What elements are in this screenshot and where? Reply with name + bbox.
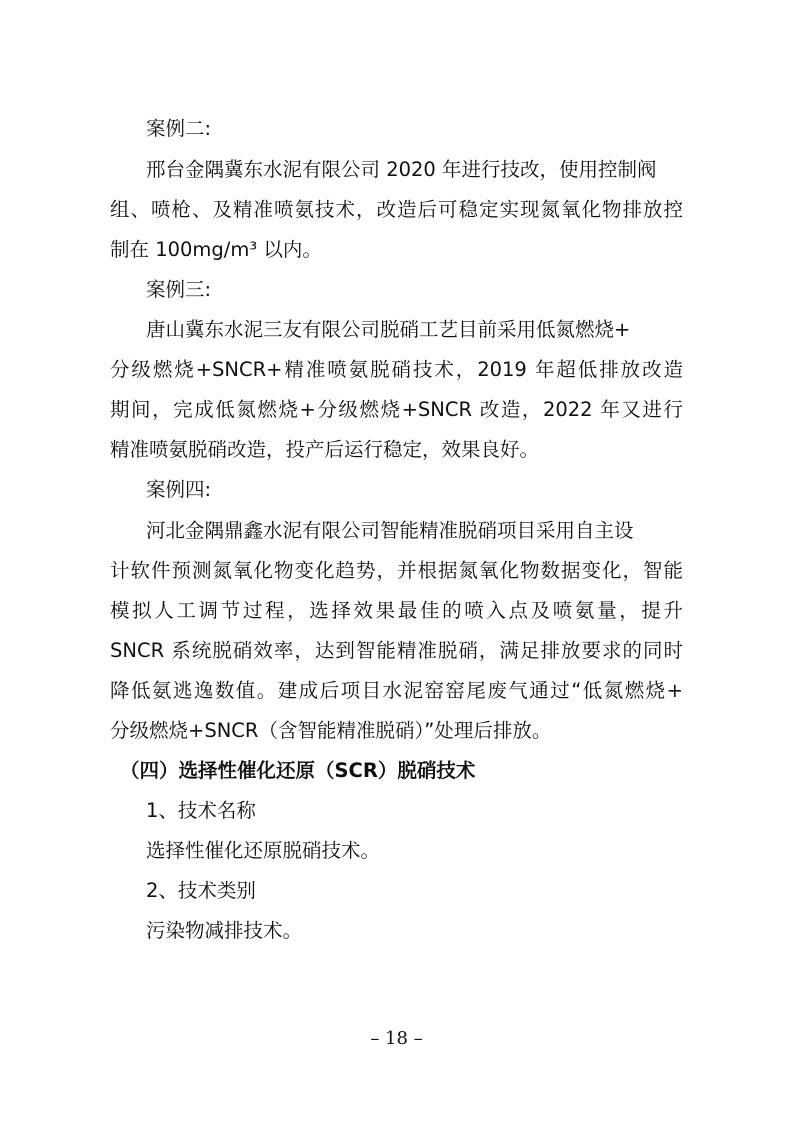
case-4-text-line-1: 河北金隅鼎鑫水泥有限公司智能精准脱硝项目采用自主设 [146, 519, 634, 542]
case-4-text-line-4: SNCR 系统脱硝效率，达到智能精准脱硝，满足排放要求的同时 [110, 639, 683, 662]
case-3-text-line-1: 唐山冀东水泥三友有限公司脱硝工艺目前采用低氮燃烧+ [146, 318, 631, 341]
case-3-text-line-4: 精准喷氨脱硝改造，投产后运行稳定，效果良好。 [110, 438, 540, 461]
case-3-text-line-2: 分级燃烧+SNCR+精准喷氨脱硝技术，2019 年超低排放改造 [110, 358, 683, 381]
item-tech-name-label: 1、技术名称 [146, 799, 256, 822]
item-tech-name-value: 选择性催化还原脱硝技术。 [146, 839, 381, 862]
section-heading: （四）选择性催化还原（SCR）脱硝技术 [120, 759, 476, 782]
case-4-label: 案例四: [146, 478, 212, 501]
case-4-text-line-5: 降低氨逃逸数值。建成后项目水泥窑窑尾废气通过“低氮燃烧+ [110, 679, 683, 702]
case-2-label: 案例二: [146, 117, 212, 140]
case-2-text-line-2: 组、喷枪、及精准喷氨技术，改造后可稳定实现氮氧化物排放控 [110, 198, 683, 221]
case-2-text-line-1: 邢台金隅冀东水泥有限公司 2020 年进行技改，使用控制阀 [146, 158, 657, 181]
item-tech-category-value: 污染物减排技术。 [146, 919, 303, 942]
case-4-text-line-3: 模拟人工调节过程，选择效果最佳的喷入点及喷氨量，提升 [110, 599, 683, 622]
case-2-text-line-3: 制在 100mg/m³ 以内。 [110, 238, 322, 261]
case-4-text-line-2: 计软件预测氮氧化物变化趋势，并根据氮氧化物数据变化，智能 [110, 559, 683, 582]
case-3-label: 案例三: [146, 278, 212, 301]
page-number: – 18 – [370, 1028, 423, 1049]
case-3-text-line-3: 期间，完成低氮燃烧+分级燃烧+SNCR 改造，2022 年又进行 [110, 398, 683, 421]
item-tech-category-label: 2、技术类别 [146, 879, 256, 902]
case-4-text-line-6: 分级燃烧+SNCR（含智能精准脱硝）”处理后排放。 [110, 719, 552, 742]
